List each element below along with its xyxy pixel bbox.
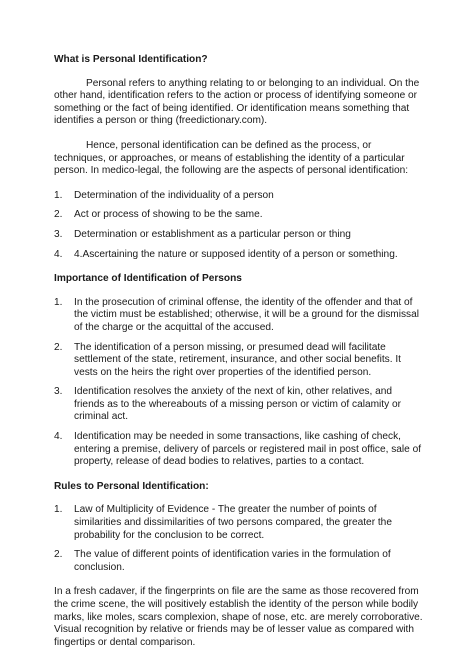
list-number: 2. [54,549,63,561]
document-content [54,54,424,649]
list-item [54,249,424,262]
list-text: Determination of the individuality of a person [74,189,274,201]
list-number: 3. [54,386,63,398]
list-item [54,229,424,242]
list-number: 4. [54,248,63,260]
list-item [54,386,424,424]
list-item [54,297,424,335]
importance-list [54,297,424,469]
list-text: 4.Ascertaining the nature or supposed identity of a person or something. [74,248,398,260]
list-item [54,342,424,380]
list-number: 1. [54,189,63,201]
list-text: In the prosecution of criminal offense, the identity of the offender and that of the victim must be established; otherwise, it will be a ground for the dismissal of the charge or the acquittal of the accused. [74,296,419,333]
aspects-list [54,190,424,261]
list-text: Determination or establishment as a particular person or thing [74,228,351,240]
rules-list [54,504,424,574]
list-text: Identification resolves the anxiety of the next of kin, other relatives, and friends as to the whereabouts of a missing person or victim of calamity or criminal act. [74,386,401,423]
list-text: Act or process of showing to be the same. [74,209,263,221]
paragraph-definition: Personal refers to anything relating to or belonging to an individual. On the other hand, identification refers to the action or process of identifying someone or something or the fact of being identified. Or identification means something that identifies a person or thing (freedictionary.com). [54,77,420,127]
paragraph-hence: Hence, personal identification can be defined as the process, or techniques, or approaches, or means of establishing the identity of a particular person. In medico-legal, the following are the aspects of personal identification: [54,139,409,177]
list-text: Law of Multiplicity of Evidence - The greater the number of points of similarities and dissimilarities of two persons compared, the greater the probability for the conclusion to be correct. [74,504,392,541]
list-number: 3. [54,228,63,240]
list-number: 2. [54,209,63,221]
heading-what-is: What is Personal Identification? [54,54,208,65]
list-number: 1. [54,296,63,308]
list-number: 2. [54,341,63,353]
heading-importance: Importance of Identification of Persons [54,273,242,285]
list-item [54,190,424,203]
list-item [54,504,424,542]
list-text: Identification may be needed in some transactions, like cashing of check, entering a premise, delivery of parcels or registered mail in post office, sale of property, release of dead bodies to relatives, parties to a contact. [74,431,422,468]
list-item [54,431,424,469]
list-text: The value of different points of identification varies in the formulation of conclusion. [74,549,391,573]
list-item [54,209,424,222]
list-item [54,549,424,574]
paragraph-fresh-cadaver: In a fresh cadaver, if the fingerprints on file are the same as those recovered from the crime scene, the will positively establish the identity of the person while bodily marks, like moles, scars complexion, shape of nose, etc. are merely corroborative. Visual recognition by relative or friends may be of lesser value as compared with fingertips or dental comparison. [54,586,423,648]
list-text: The identification of a person missing, or presumed dead will facilitate settlement of the state, retirement, insurance, and other social benefits. It vests on the heirs the right over properties of the identified person. [74,341,401,378]
list-number: 4. [54,431,63,443]
heading-rules: Rules to Personal Identification: [54,480,209,492]
list-number: 1. [54,504,63,516]
